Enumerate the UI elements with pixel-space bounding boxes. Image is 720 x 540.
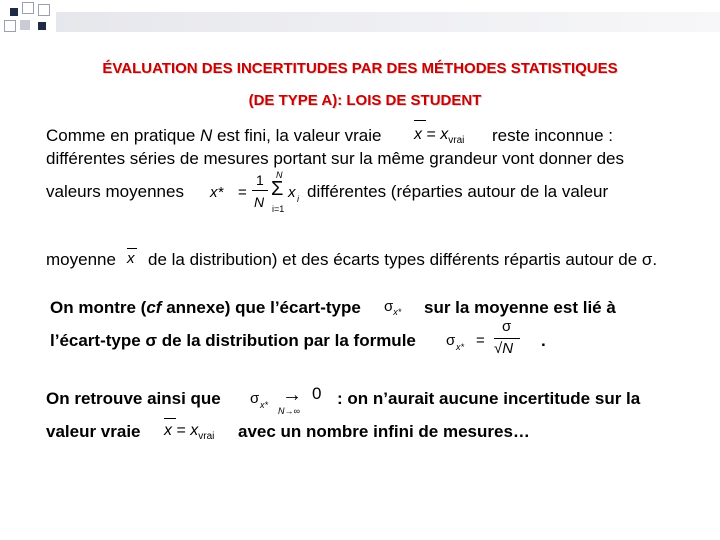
- deco-square: [22, 2, 34, 14]
- para3-line2-end: avec un nombre infini de mesures…: [238, 422, 530, 441]
- para1-line3-end: différentes (réparties autour de la valeur: [307, 182, 609, 201]
- deco-square: [4, 20, 16, 32]
- para1-line4: moyenne: [46, 250, 116, 269]
- para2-line2: l’écart-type σ de la distribution par la formule: [50, 331, 416, 350]
- formula-limit: σ x* → 0 N→∞: [250, 384, 322, 416]
- formula-x-eq-xvrai-2: $x = x_{vrai}$: [164, 422, 214, 442]
- para3-line1-end: : on n’aurait aucune incertitude sur la: [337, 389, 641, 408]
- deco-square: [20, 20, 30, 30]
- para1-line1-end: reste inconnue :: [492, 126, 613, 145]
- para1-line3: valeurs moyennes: [46, 182, 184, 201]
- para2-line2-end: .: [541, 331, 546, 350]
- deco-square: [38, 22, 46, 30]
- page-subtitle: (DE TYPE A): LOIS DE STUDENT: [248, 92, 482, 109]
- formula-sigma-xstar: $\sigma_{x*}$: [384, 298, 402, 317]
- deco-square: [38, 4, 50, 16]
- para1-line1: Comme en pratique N est fini, la valeur vraie: [46, 126, 382, 145]
- formula-sigma-ratio: σ x* = σ √N: [446, 318, 526, 362]
- para1-line4-end: de la distribution) et des écarts types différents répartis autour de σ.: [148, 250, 658, 269]
- formula-mean: x* = 1 N N Σ i=1 x i: [210, 170, 299, 214]
- para2-line1-end: sur la moyenne est lié à: [424, 298, 616, 317]
- deco-square: [10, 8, 18, 16]
- formula-x-eq-xvrai: $x = x_{vrai}$: [414, 126, 464, 146]
- para3-line1: On retrouve ainsi que: [46, 389, 221, 408]
- para1-line2: différentes séries de mesures portant sur la même grandeur vont donner des: [46, 149, 624, 168]
- deco-bar: [56, 12, 720, 32]
- para3-line2: valeur vraie: [46, 422, 141, 441]
- page-title: ÉVALUATION DES INCERTITUDES PAR DES MÉTHODES STATISTIQUES: [102, 60, 618, 77]
- corner-decoration: [0, 0, 720, 40]
- formula-xbar: x: [127, 250, 135, 267]
- para2-line1: On montre (cf annexe) que l’écart-type: [50, 298, 361, 317]
